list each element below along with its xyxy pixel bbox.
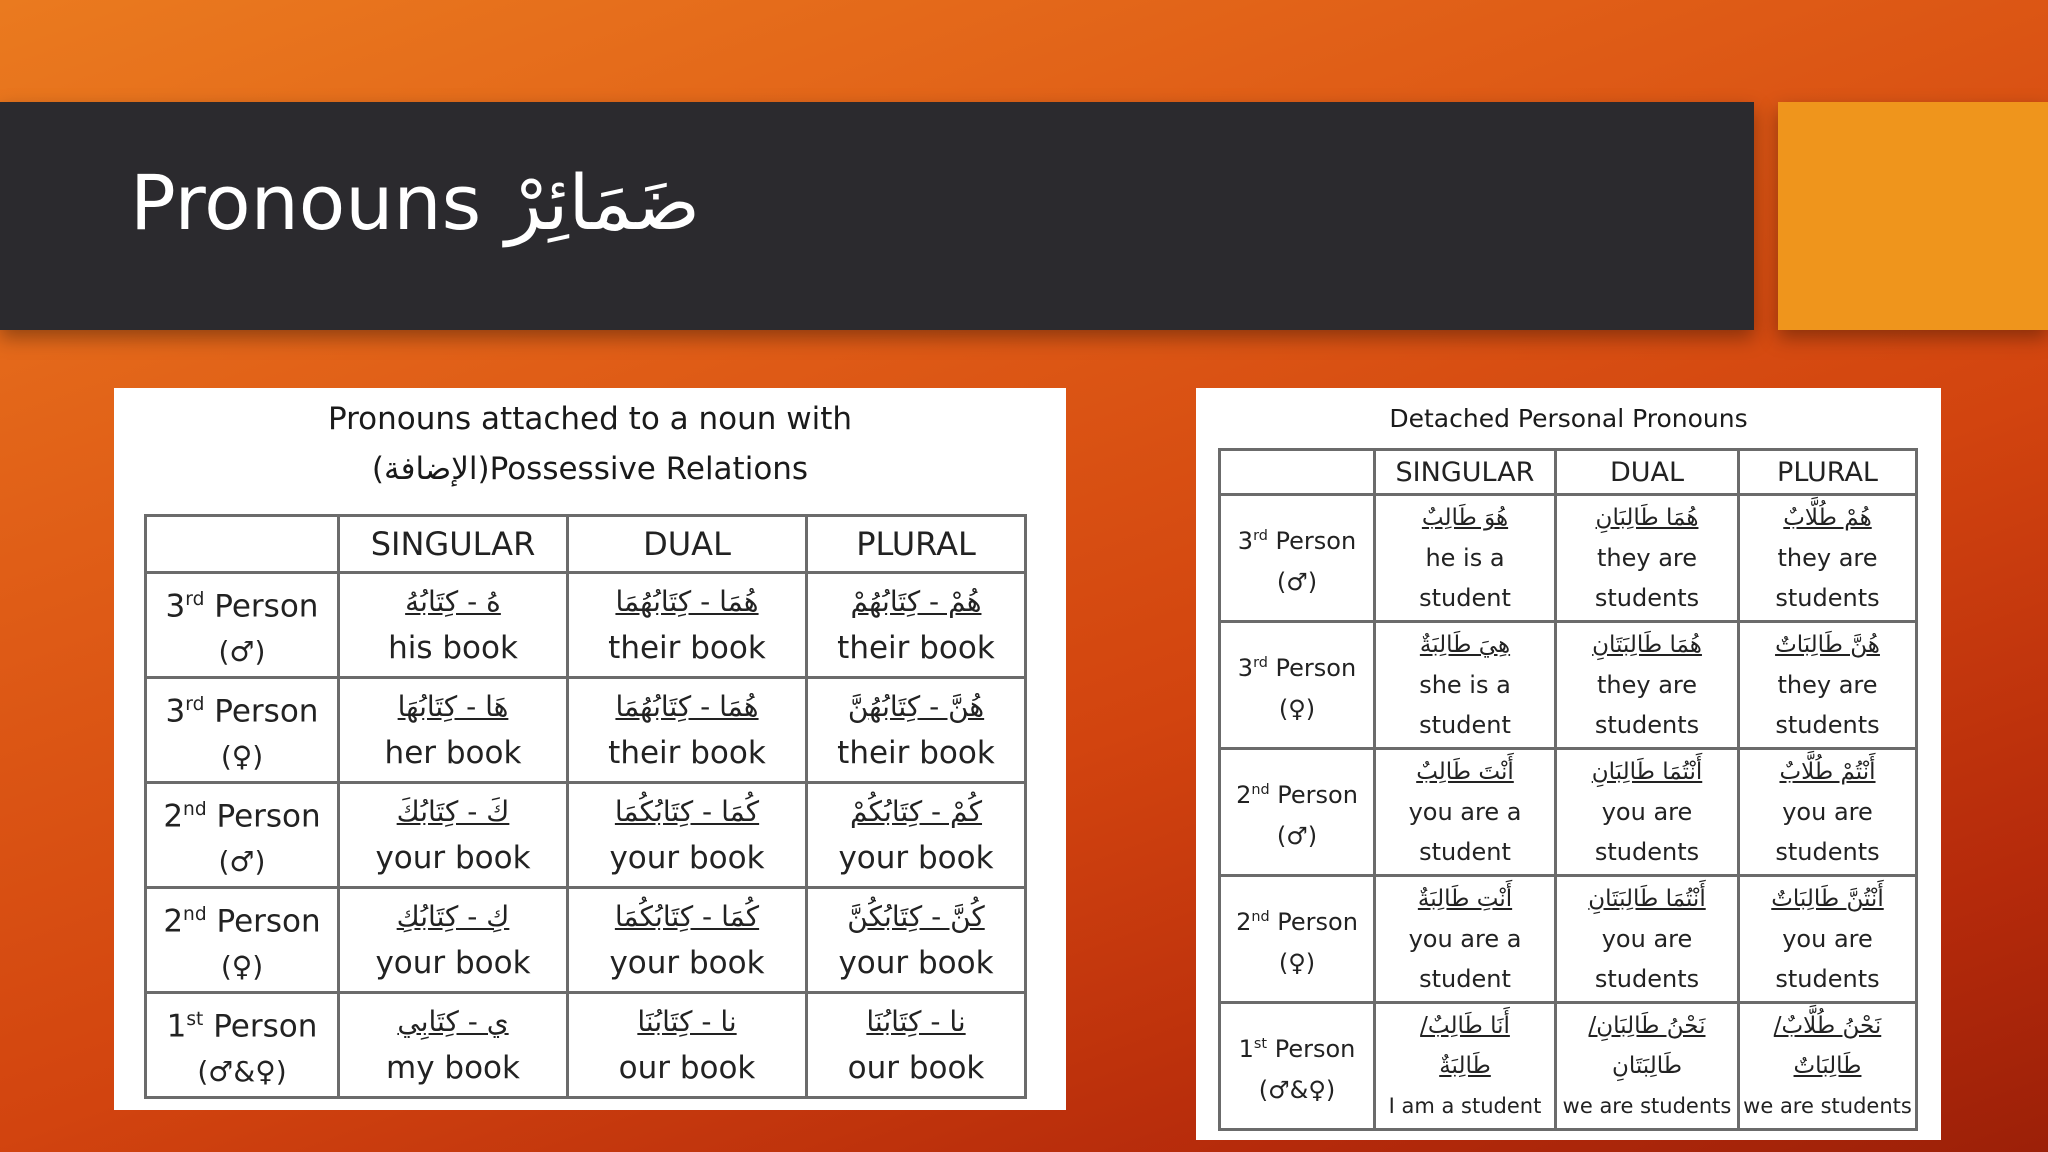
- person-ordinal: st: [186, 1008, 204, 1030]
- english-text-1: they are: [1777, 544, 1878, 572]
- dual-cell: [568, 993, 807, 1098]
- person-word: Person: [1277, 780, 1358, 809]
- arabic-text: هِيَ طَالِبَةٌ: [1419, 632, 1511, 658]
- singular-cell: [1375, 749, 1556, 876]
- table-row: [146, 573, 1026, 678]
- person-ordinal: nd: [1251, 781, 1270, 798]
- dual-cell: [1556, 622, 1739, 749]
- person-cell: [1220, 749, 1375, 876]
- arabic-text: أَنْتُنَّ طَالِبَاتٌ: [1771, 886, 1884, 912]
- arabic-text: هُمْ طُلَّابٌ: [1783, 505, 1872, 531]
- dual-cell: [568, 888, 807, 993]
- person-cell: [146, 888, 339, 993]
- person-number: 1: [1238, 1034, 1254, 1063]
- person-ordinal: nd: [1251, 908, 1270, 925]
- person-ordinal: rd: [185, 693, 205, 715]
- person-number: 2: [163, 903, 184, 940]
- plural-cell: [1739, 1003, 1917, 1130]
- gender-symbol: (♂): [218, 845, 266, 879]
- gender-symbol: (♀): [220, 740, 264, 774]
- arabic-text: نا - كِتَابُنَا: [866, 1005, 966, 1038]
- accent-box: [1778, 102, 2048, 330]
- person-number: 3: [1237, 653, 1254, 682]
- person-number: 3: [1237, 526, 1254, 555]
- plural-cell: [1739, 495, 1917, 622]
- table-header-row: [146, 516, 1026, 573]
- gender-symbol: (♀): [1278, 694, 1316, 723]
- english-text-2: student: [1419, 584, 1511, 612]
- english-text-2: students: [1775, 965, 1880, 993]
- arabic-text: كُمَا - كِتَابُكُمَا: [614, 795, 760, 828]
- slide-title-english: Pronouns: [130, 158, 482, 247]
- arabic-text-2: طَالِبَتَانِ: [1611, 1053, 1683, 1079]
- dual-cell: [568, 783, 807, 888]
- singular-cell: [339, 888, 568, 993]
- header-plural: PLURAL: [807, 516, 1026, 573]
- header-singular: SINGULAR: [339, 516, 568, 573]
- singular-cell: [1375, 1003, 1556, 1130]
- person-cell: [146, 573, 339, 678]
- english-text: your book: [838, 840, 994, 876]
- english-text: your book: [609, 945, 765, 981]
- slide-title: [130, 158, 701, 247]
- english-text: your book: [375, 840, 531, 876]
- arabic-text: هُمَا - كِتَابُهُمَا: [615, 585, 759, 618]
- english-text: her book: [384, 735, 522, 771]
- english-text: your book: [609, 840, 765, 876]
- english-text-2: students: [1594, 584, 1700, 612]
- person-cell: [1220, 495, 1375, 622]
- english-text-1: you are: [1782, 925, 1873, 953]
- possessive-pronouns-table: [144, 514, 1027, 1099]
- arabic-text: أَنَا طَالِبٌ/: [1420, 1013, 1510, 1039]
- table-row: [1220, 622, 1917, 749]
- arabic-text: هُوَ طَالِبٌ: [1421, 505, 1509, 531]
- table-row: [146, 783, 1026, 888]
- arabic-text: نَحْنُ طُلَّابٌ/: [1773, 1013, 1882, 1039]
- english-text-2: students: [1594, 838, 1700, 866]
- gender-symbol: (♂): [1276, 567, 1318, 596]
- person-number: 2: [1236, 907, 1252, 936]
- header-plural: PLURAL: [1739, 450, 1917, 495]
- table-row: [146, 888, 1026, 993]
- plural-cell: [807, 678, 1026, 783]
- english-text-1: they are: [1777, 671, 1878, 699]
- plural-cell: [1739, 876, 1917, 1003]
- singular-cell: [339, 573, 568, 678]
- person-word: Person: [1277, 907, 1358, 936]
- arabic-text: هُمْ - كِتَابُهُمْ: [850, 585, 982, 618]
- caption-line-2: (الإضافة)Possessive Relations: [371, 451, 809, 487]
- english-text-2: students: [1775, 584, 1880, 612]
- english-text-2: student: [1419, 711, 1511, 739]
- english-text-2: students: [1594, 965, 1700, 993]
- arabic-text-2: طَالِبَاتٌ: [1793, 1053, 1862, 1079]
- english-text: my book: [386, 1050, 520, 1086]
- gender-symbol: (♂&♀): [197, 1055, 287, 1089]
- english-text: your book: [375, 945, 531, 981]
- arabic-text: كُنَّ - كِتَابُكُنَّ: [847, 900, 985, 933]
- arabic-text: هُ - كِتَابُهُ: [405, 585, 501, 618]
- plural-cell: [807, 993, 1026, 1098]
- arabic-text: كُمَا - كِتَابُكُمَا: [614, 900, 760, 933]
- gender-symbol: (♂&♀): [1258, 1075, 1336, 1104]
- english-text-2: students: [1594, 711, 1700, 739]
- dual-cell: [568, 678, 807, 783]
- english-text: we are students: [1562, 1094, 1732, 1118]
- singular-cell: [1375, 876, 1556, 1003]
- english-text: their book: [608, 735, 766, 771]
- singular-cell: [1375, 622, 1556, 749]
- singular-cell: [339, 678, 568, 783]
- english-text-2: students: [1775, 838, 1880, 866]
- english-text: I am a student: [1388, 1094, 1542, 1118]
- dual-cell: [1556, 876, 1739, 1003]
- table-row: [146, 678, 1026, 783]
- person-word: Person: [214, 693, 319, 730]
- detached-table-caption: Detached Personal Pronouns: [1389, 404, 1748, 433]
- english-text-1: she is a: [1419, 671, 1511, 699]
- table-row: [1220, 876, 1917, 1003]
- person-word: Person: [216, 798, 321, 835]
- arabic-text: كَ - كِتَابُكَ: [396, 795, 510, 828]
- person-word: Person: [216, 903, 321, 940]
- gender-symbol: (♀): [220, 950, 264, 984]
- arabic-text: نَحْنُ طَالِبَانِ/: [1588, 1013, 1706, 1039]
- slide-title-arabic: ضَمَائِرْ: [505, 158, 701, 247]
- person-ordinal: rd: [1253, 654, 1268, 671]
- plural-cell: [1739, 622, 1917, 749]
- arabic-text: هُنَّ - كِتَابُهُنَّ: [847, 690, 985, 723]
- table-row: [1220, 495, 1917, 622]
- english-text-2: student: [1419, 838, 1511, 866]
- person-number: 2: [1236, 780, 1252, 809]
- english-text-1: they are: [1596, 671, 1698, 699]
- english-text: their book: [837, 630, 995, 666]
- header-empty: [1220, 450, 1375, 495]
- english-text-1: they are: [1596, 544, 1698, 572]
- english-text: his book: [388, 630, 518, 666]
- arabic-text: هُمَا - كِتَابُهُمَا: [615, 690, 759, 723]
- table-header-row: [1220, 450, 1917, 495]
- arabic-text: أَنْتُمَا طَالِبَتَانِ: [1588, 886, 1706, 912]
- person-number: 1: [166, 1008, 187, 1045]
- singular-cell: [1375, 495, 1556, 622]
- arabic-text: كُمْ - كِتَابُكُمْ: [849, 795, 983, 828]
- person-ordinal: nd: [183, 903, 207, 925]
- singular-cell: [339, 993, 568, 1098]
- english-text: our book: [618, 1050, 756, 1086]
- person-cell: [146, 993, 339, 1098]
- dual-cell: [1556, 1003, 1739, 1130]
- arabic-text: نا - كِتَابُنَا: [637, 1005, 737, 1038]
- plural-cell: [807, 888, 1026, 993]
- table-row: [146, 993, 1026, 1098]
- english-text: your book: [838, 945, 994, 981]
- detached-pronouns-table: [1218, 448, 1918, 1131]
- english-text: we are students: [1743, 1094, 1912, 1118]
- arabic-text: ي - كِتَابِي: [397, 1005, 509, 1038]
- english-text-1: you are: [1601, 798, 1693, 826]
- table-row: [1220, 749, 1917, 876]
- english-text-2: students: [1775, 711, 1880, 739]
- english-text-2: student: [1419, 965, 1511, 993]
- arabic-text: كِ - كِتَابُكِ: [396, 900, 510, 933]
- arabic-text-2: طَالِبَةٌ: [1439, 1053, 1491, 1079]
- arabic-text: هُمَا طَالِبَتَانِ: [1592, 632, 1702, 658]
- singular-cell: [339, 783, 568, 888]
- person-word: Person: [1274, 1034, 1356, 1063]
- detached-pronouns-panel: [1196, 388, 1941, 1140]
- person-cell: [1220, 622, 1375, 749]
- arabic-text: أَنْتَ طَالِبٌ: [1416, 759, 1514, 785]
- possessive-pronouns-panel: [114, 388, 1066, 1110]
- person-cell: [1220, 1003, 1375, 1130]
- plural-cell: [807, 573, 1026, 678]
- english-text-1: you are: [1782, 798, 1873, 826]
- person-number: 2: [163, 798, 184, 835]
- english-text-1: he is a: [1425, 544, 1505, 572]
- header-dual: DUAL: [568, 516, 807, 573]
- person-word: Person: [1275, 653, 1357, 682]
- dual-cell: [568, 573, 807, 678]
- person-number: 3: [165, 693, 186, 730]
- person-ordinal: rd: [1253, 527, 1268, 544]
- dual-cell: [1556, 495, 1739, 622]
- arabic-text: هَا - كِتَابُهَا: [397, 690, 509, 723]
- arabic-text: أَنْتُمَا طَالِبَانِ: [1591, 759, 1703, 785]
- header-empty: [146, 516, 339, 573]
- person-cell: [146, 678, 339, 783]
- gender-symbol: (♂): [218, 635, 266, 669]
- arabic-text: أَنْتُمْ طُلَّابٌ: [1779, 759, 1876, 785]
- english-text: their book: [608, 630, 766, 666]
- english-text-1: you are a: [1408, 798, 1522, 826]
- header-dual: DUAL: [1556, 450, 1739, 495]
- english-text: our book: [847, 1050, 985, 1086]
- table-row: [1220, 1003, 1917, 1130]
- person-word: Person: [214, 588, 319, 625]
- person-word: Person: [1275, 526, 1357, 555]
- person-cell: [1220, 876, 1375, 1003]
- possessive-table-caption: [114, 388, 1066, 494]
- person-ordinal: rd: [185, 588, 205, 610]
- english-text-1: you are a: [1408, 925, 1522, 953]
- person-ordinal: nd: [183, 798, 207, 820]
- header-singular: SINGULAR: [1375, 450, 1556, 495]
- english-text-1: you are: [1601, 925, 1693, 953]
- caption-line-1: Pronouns attached to a noun with: [327, 401, 853, 437]
- arabic-text: أَنْتِ طَالِبَةٌ: [1417, 886, 1513, 912]
- dual-cell: [1556, 749, 1739, 876]
- person-number: 3: [165, 588, 186, 625]
- arabic-text: هُمَا طَالِبَانِ: [1595, 505, 1699, 531]
- gender-symbol: (♂): [1276, 821, 1318, 850]
- plural-cell: [807, 783, 1026, 888]
- person-cell: [146, 783, 339, 888]
- person-ordinal: st: [1253, 1035, 1268, 1052]
- plural-cell: [1739, 749, 1917, 876]
- gender-symbol: (♀): [1278, 948, 1316, 977]
- english-text: their book: [837, 735, 995, 771]
- person-word: Person: [213, 1008, 318, 1045]
- arabic-text: هُنَّ طَالِبَاتٌ: [1775, 632, 1880, 658]
